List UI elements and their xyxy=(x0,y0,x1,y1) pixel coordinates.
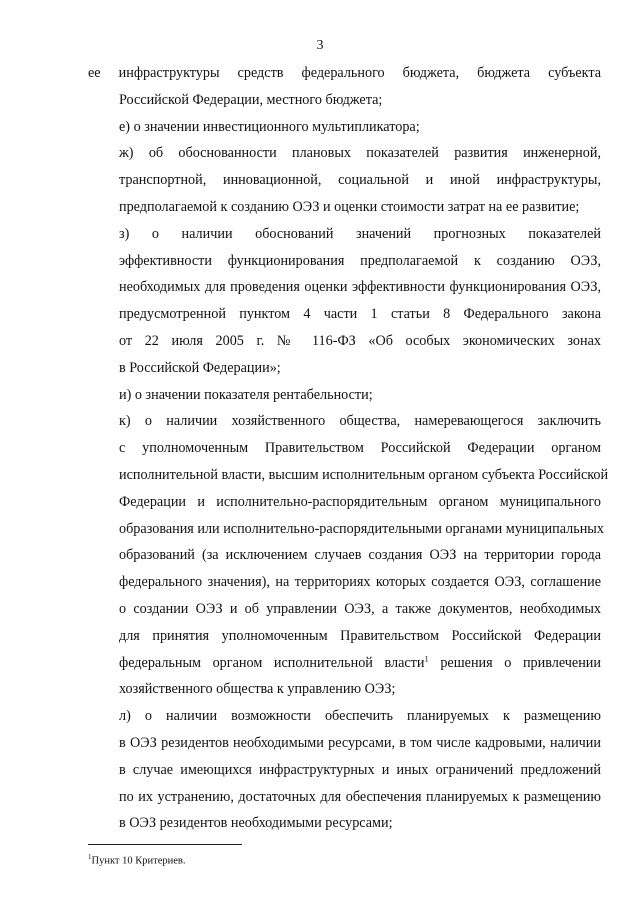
text-line: эффективности функционирования предполагаемой к созданию ОЭЗ, xyxy=(119,252,601,269)
text-line: ее инфраструктуры средств федерального бюджета, бюджета субъекта xyxy=(88,65,601,81)
page-number: 3 xyxy=(316,38,324,53)
text-line: транспортной, инновационной, социальной и иной инфраструктуры, xyxy=(119,172,601,189)
paragraph-item-z xyxy=(88,221,601,382)
text-line: о создании ОЭЗ и об управлении ОЭЗ, а также документов, необходимых xyxy=(119,600,601,617)
paragraph-infrastructure-funding xyxy=(88,60,601,114)
text-line: образования или исполнительно-распорядительными органами муниципальных xyxy=(119,520,604,537)
text-line: з) о наличии обоснований значений прогнозных показателей xyxy=(119,225,601,242)
text-line: Федерации и исполнительно-распорядительным органом муниципального xyxy=(119,493,601,510)
text-line: ж) об обоснованности плановых показателей развития инженерной, xyxy=(119,145,601,162)
text-line: предполагаемой к созданию ОЭЗ и оценки стоимости затрат на ее развитие; xyxy=(119,198,580,215)
text-fragment: решения о привлечении xyxy=(440,654,601,671)
footnote-text: Пункт 10 Критериев. xyxy=(91,855,186,867)
text-line-with-footnote xyxy=(88,650,601,677)
text-line: от 22 июля 2005 г. № 116-ФЗ «Об особых экономических зонах xyxy=(119,332,601,349)
footnote xyxy=(88,851,186,868)
text-line: в случае имеющихся инфраструктурных и иных ограничений предложений xyxy=(119,761,601,778)
paragraph-item-zh xyxy=(88,140,601,220)
text-line: и) о значении показателя рентабельности; xyxy=(119,386,373,403)
text-line: е) о значении инвестиционного мультипликатора; xyxy=(119,118,420,135)
text-line: образований (за исключением случаев создания ОЭЗ на территории города xyxy=(119,547,601,564)
paragraph-item-l xyxy=(88,703,601,837)
text-line: необходимых для проведения оценки эффективности функционирования ОЭЗ, xyxy=(119,279,601,296)
text-line: предусмотренной пунктом 4 части 1 статьи 8 Федерального закона xyxy=(119,306,601,323)
document-body xyxy=(88,60,609,837)
footnote-separator xyxy=(88,844,242,845)
text-line: с уполномоченным Правительством Российской Федерации органом xyxy=(119,440,601,457)
text-line: федерального значения), на территориях которых создается ОЭЗ, соглашение xyxy=(119,574,601,591)
text-line: л) о наличии возможности обеспечить планируемых к размещению xyxy=(119,708,601,725)
text-line: к) о наличии хозяйственного общества, намеревающегося заключить xyxy=(119,413,601,430)
footnote-mark: 1 xyxy=(88,853,92,861)
text-line: в Российской Федерации»; xyxy=(119,359,281,376)
text-line: исполнительной власти, высшим исполнительным органом субъекта Российской xyxy=(119,466,609,483)
footnote-reference[interactable]: 1 xyxy=(424,652,429,663)
text-line: по их устранению, достаточных для обеспечения планируемых к размещению xyxy=(119,788,601,805)
paragraph-item-e xyxy=(88,114,601,141)
text-line: в ОЭЗ резидентов необходимыми ресурсами, в том числе кадровыми, наличии xyxy=(119,734,601,751)
text-line: для принятия уполномоченным Правительством Российской Федерации xyxy=(119,627,601,644)
text-fragment: федеральным органом исполнительной власти xyxy=(119,654,425,671)
text-line: хозяйственного общества к управлению ОЭЗ; xyxy=(119,681,396,698)
paragraph-item-k xyxy=(88,408,609,703)
text-line: Российской Федерации, местного бюджета; xyxy=(119,91,383,108)
text-line: в ОЭЗ резидентов необходимыми ресурсами; xyxy=(119,815,393,832)
paragraph-item-i xyxy=(88,382,601,409)
